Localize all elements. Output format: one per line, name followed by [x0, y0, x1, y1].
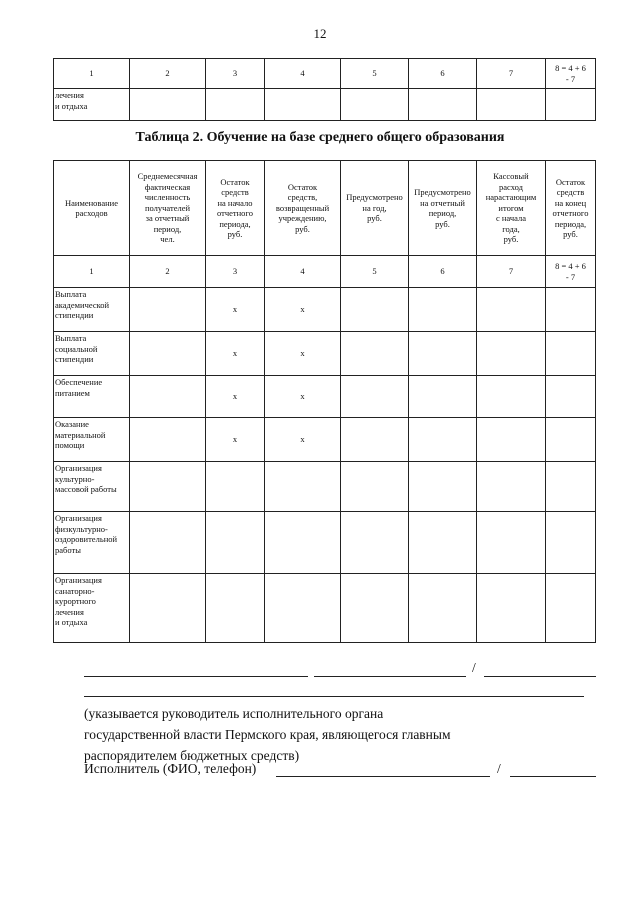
signature-line-2[interactable]	[84, 696, 584, 697]
value-cell	[341, 332, 409, 376]
value-cell: х	[206, 376, 265, 418]
table-row	[54, 574, 596, 643]
header-cell: Кассовый расход нарастающим итогом с начала года, руб.	[477, 161, 546, 256]
value-cell	[546, 376, 596, 418]
column-number-row	[54, 59, 596, 89]
value-cell	[265, 512, 341, 574]
row-name-cell: Организация физкультурно- оздоровительной работы	[54, 512, 130, 574]
expenses-table	[53, 160, 596, 643]
value-cell	[265, 462, 341, 512]
header-cell: Наименование расходов	[54, 161, 130, 256]
value-cell	[546, 574, 596, 643]
column-number-cell: 8 = 4 + 6 - 7	[546, 256, 596, 288]
value-cell	[206, 512, 265, 574]
value-cell	[409, 574, 477, 643]
value-cell: х	[265, 418, 341, 462]
value-cell	[130, 332, 206, 376]
column-number-cell: 1	[54, 59, 130, 89]
value-cell	[206, 462, 265, 512]
value-cell: х	[265, 332, 341, 376]
header-cell: Предусмотрено на отчетный период, руб.	[409, 161, 477, 256]
value-cell	[477, 332, 546, 376]
continued-table	[53, 58, 596, 121]
row-name-cell: Оказание материальной помощи	[54, 418, 130, 462]
value-cell	[130, 462, 206, 512]
value-cell	[341, 89, 409, 121]
value-cell	[409, 89, 477, 121]
column-number-cell: 7	[477, 59, 546, 89]
value-cell	[409, 288, 477, 332]
signature-note-line: (указывается руководитель исполнительного органа	[84, 706, 384, 721]
value-cell	[477, 418, 546, 462]
header-cell: Предусмотрено на год, руб.	[341, 161, 409, 256]
value-cell: х	[206, 332, 265, 376]
table-row	[54, 462, 596, 512]
value-cell	[130, 512, 206, 574]
value-cell: х	[206, 288, 265, 332]
value-cell	[130, 89, 206, 121]
column-number-cell: 6	[409, 59, 477, 89]
table-row	[54, 288, 596, 332]
table-caption: Таблица 2. Обучение на базе среднего общего образования	[135, 130, 505, 145]
row-name-cell: лечения и отдыха	[54, 89, 130, 121]
signature-line-1a[interactable]	[84, 676, 308, 677]
table-row	[54, 512, 596, 574]
column-number-cell: 3	[206, 256, 265, 288]
value-cell	[206, 89, 265, 121]
table-row	[54, 376, 596, 418]
value-cell	[477, 89, 546, 121]
value-cell	[130, 418, 206, 462]
header-cell: Остаток средств на начало отчетного периода, руб.	[206, 161, 265, 256]
column-number-row	[54, 256, 596, 288]
column-number-cell: 2	[130, 256, 206, 288]
value-cell: х	[265, 288, 341, 332]
column-number-cell: 1	[54, 256, 130, 288]
column-number-cell: 7	[477, 256, 546, 288]
row-name-cell: Организация санаторно- курортного лечения и отдыха	[54, 574, 130, 643]
column-number-cell: 5	[341, 256, 409, 288]
value-cell	[546, 288, 596, 332]
signature-note-line: распорядителем бюджетных средств)	[84, 748, 300, 763]
value-cell	[409, 332, 477, 376]
table-row	[54, 332, 596, 376]
value-cell: х	[265, 376, 341, 418]
row-name-cell: Организация культурно- массовой работы	[54, 462, 130, 512]
value-cell: х	[206, 418, 265, 462]
value-cell	[341, 574, 409, 643]
value-cell	[409, 376, 477, 418]
value-cell	[130, 288, 206, 332]
value-cell	[477, 574, 546, 643]
signature-note-line: государственной власти Пермского края, являющегося главным	[84, 727, 451, 742]
value-cell	[477, 462, 546, 512]
signature-line-1b[interactable]	[314, 676, 466, 677]
row-name-cell: Выплата академической стипендии	[54, 288, 130, 332]
value-cell	[546, 332, 596, 376]
value-cell	[265, 89, 341, 121]
value-cell	[546, 512, 596, 574]
header-cell: Остаток средств, возвращенный учреждению, руб.	[265, 161, 341, 256]
column-number-cell: 4	[265, 256, 341, 288]
executor-line[interactable]	[276, 776, 490, 777]
value-cell	[477, 288, 546, 332]
value-cell	[477, 376, 546, 418]
column-number-cell: 8 = 4 + 6 - 7	[546, 59, 596, 89]
page-number: 12	[313, 26, 327, 41]
value-cell	[409, 462, 477, 512]
executor-label: Исполнитель (ФИО, телефон)	[84, 761, 257, 776]
header-cell: Остаток средств на конец отчетного периода, руб.	[546, 161, 596, 256]
column-number-cell: 4	[265, 59, 341, 89]
column-number-cell: 2	[130, 59, 206, 89]
header-cell: Среднемесячная фактическая численность получателей за отчетный период, чел.	[130, 161, 206, 256]
header-row	[54, 161, 596, 256]
column-number-cell: 5	[341, 59, 409, 89]
column-number-cell: 6	[409, 256, 477, 288]
executor-slash: /	[497, 761, 501, 776]
value-cell	[341, 418, 409, 462]
value-cell	[341, 512, 409, 574]
signature-slash-1: /	[472, 660, 476, 675]
table-row	[54, 89, 596, 121]
value-cell	[265, 574, 341, 643]
signature-note	[84, 703, 451, 766]
table-row	[54, 418, 596, 462]
signature-line-1c[interactable]	[484, 676, 596, 677]
value-cell	[409, 418, 477, 462]
value-cell	[130, 574, 206, 643]
value-cell	[477, 512, 546, 574]
value-cell	[130, 376, 206, 418]
column-number-cell: 3	[206, 59, 265, 89]
value-cell	[546, 462, 596, 512]
value-cell	[546, 418, 596, 462]
value-cell	[341, 288, 409, 332]
row-name-cell: Выплата социальной стипендии	[54, 332, 130, 376]
value-cell	[206, 574, 265, 643]
row-name-cell: Обеспечение питанием	[54, 376, 130, 418]
value-cell	[546, 89, 596, 121]
value-cell	[341, 376, 409, 418]
value-cell	[341, 462, 409, 512]
executor-phone-line[interactable]	[510, 776, 596, 777]
value-cell	[409, 512, 477, 574]
